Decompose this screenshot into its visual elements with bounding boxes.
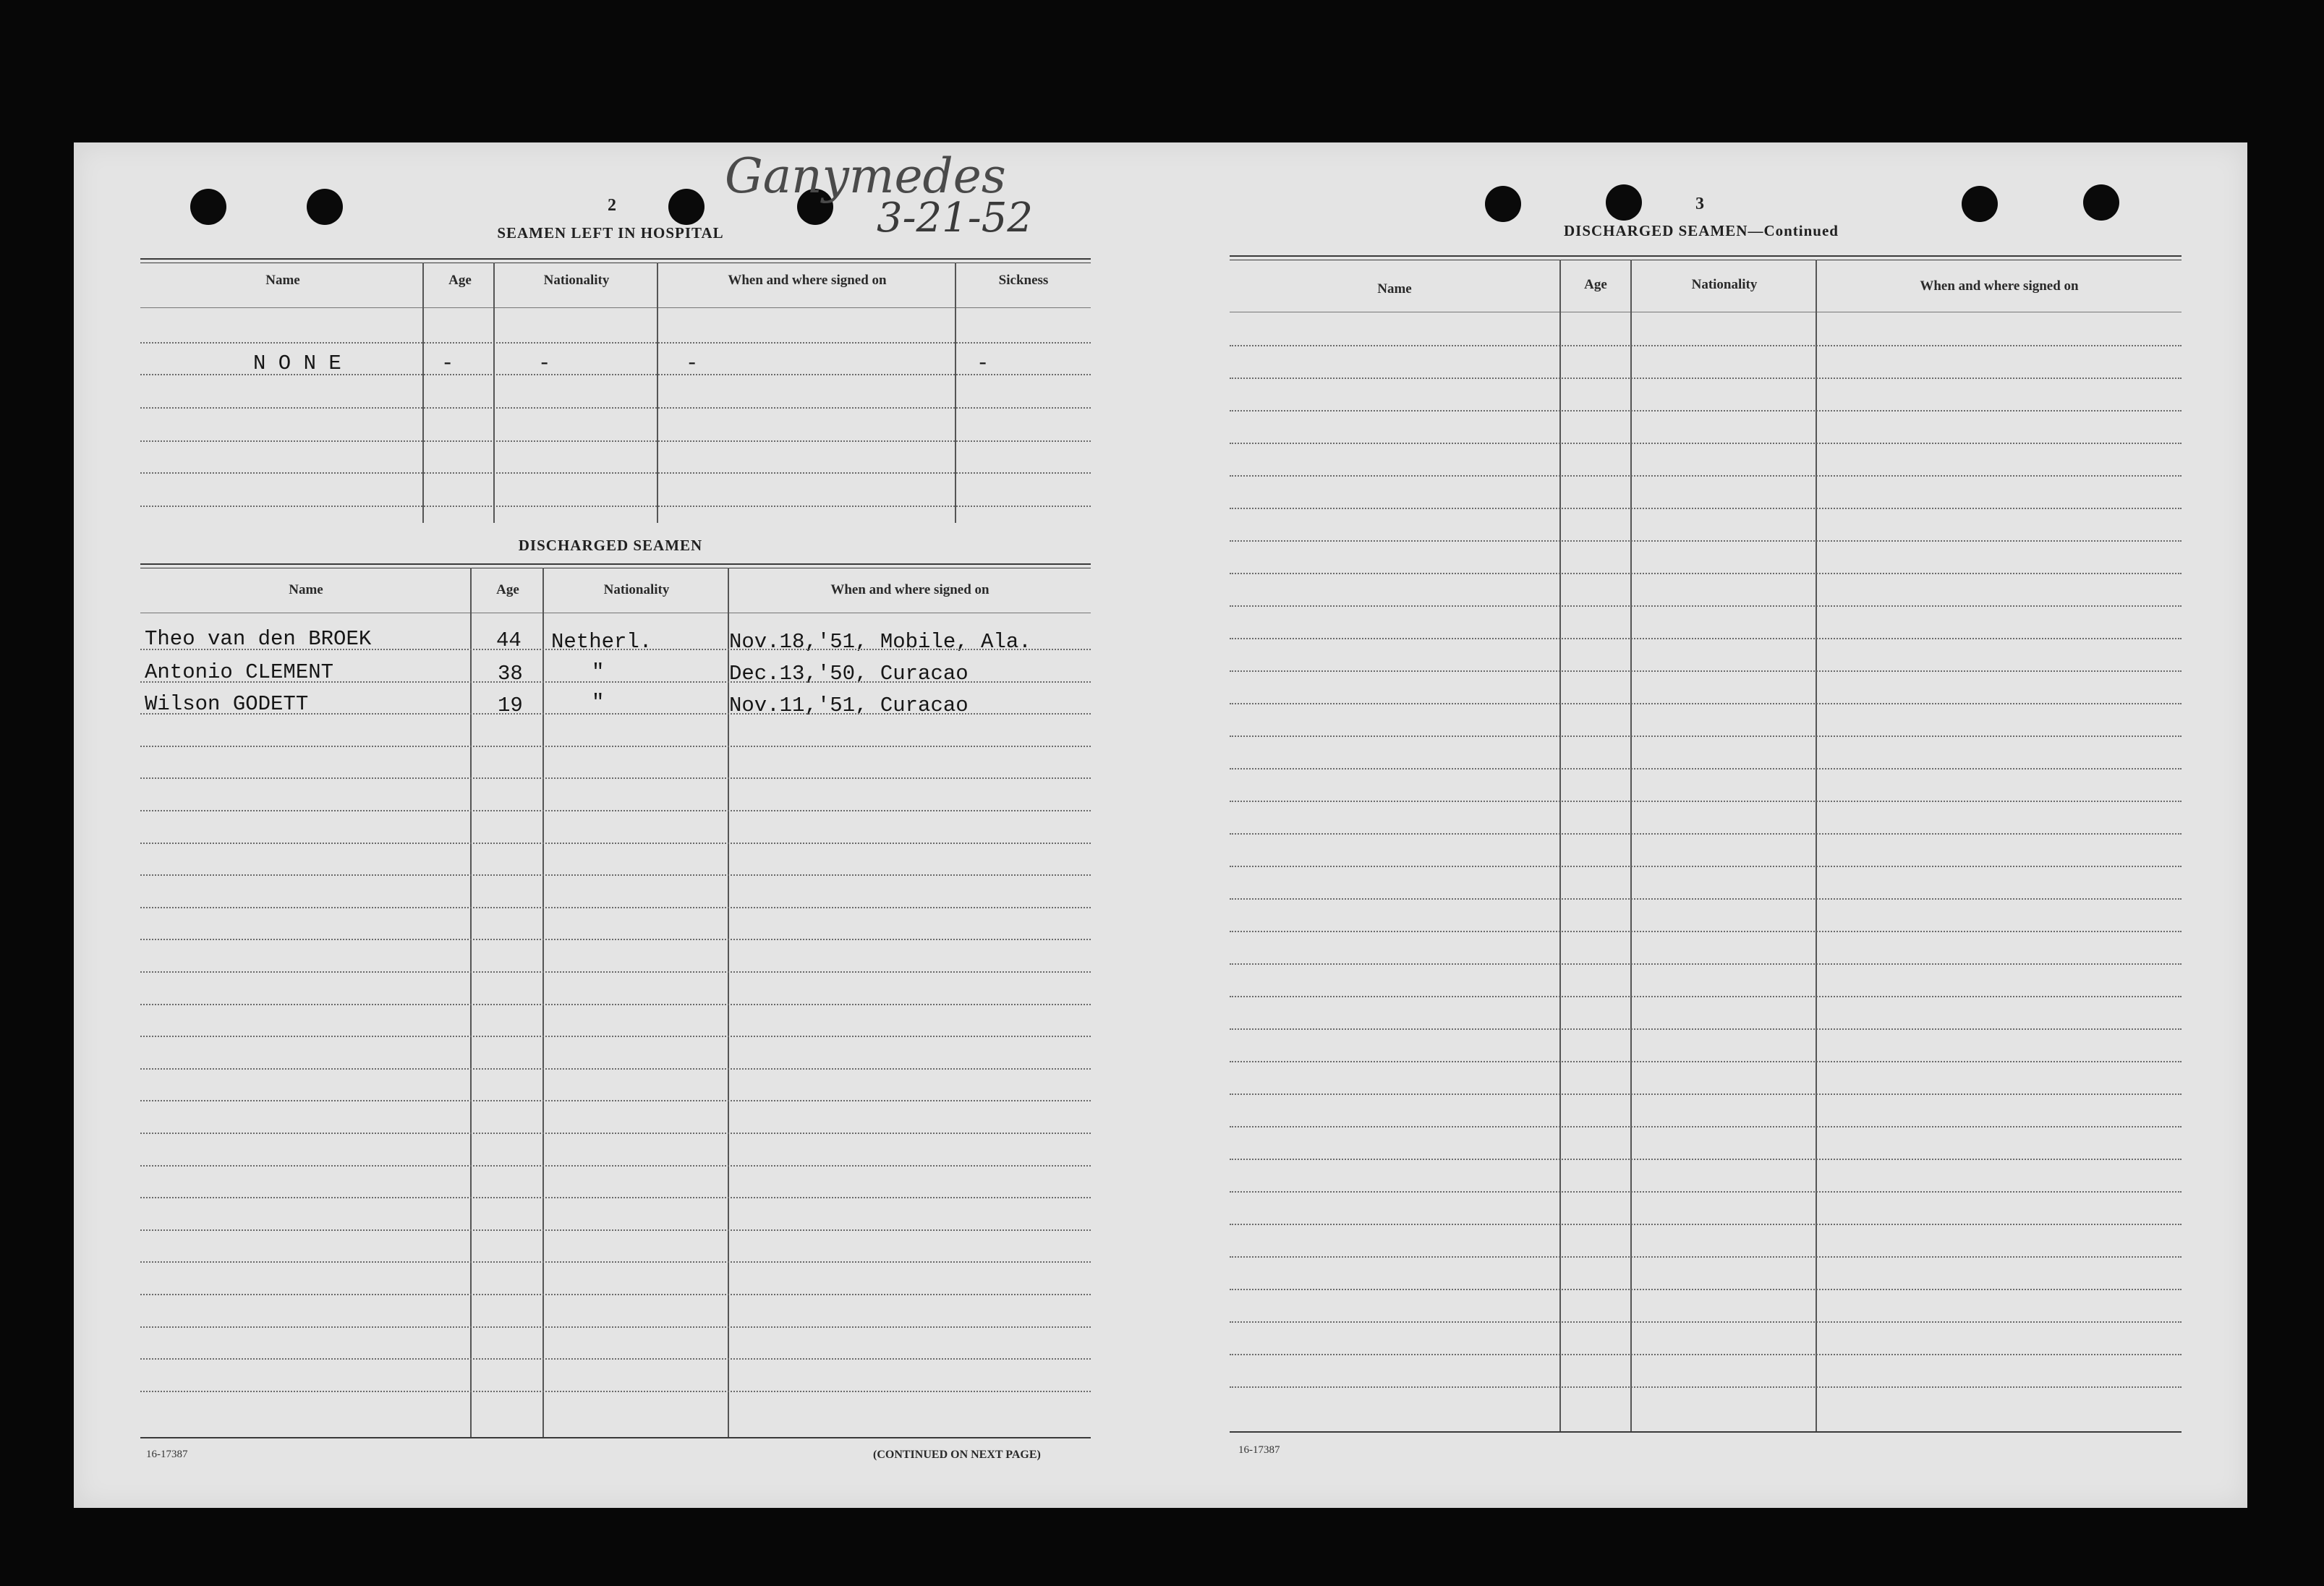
ruled-line (1230, 443, 2182, 444)
ruled-line (1230, 1321, 2182, 1323)
ruled-line (1230, 540, 2182, 542)
hospital-col-sickness: Sickness (998, 273, 1049, 288)
ruled-line (1230, 345, 2182, 346)
ruled-line (1230, 866, 2182, 867)
hospital-entry-age: - (441, 351, 454, 375)
hospital-col-nationality: Nationality (543, 273, 610, 288)
punch-hole (1606, 184, 1642, 221)
ruled-line (140, 713, 1091, 715)
ruled-line (140, 1391, 1091, 1392)
table-bottom-line (1230, 1431, 2182, 1433)
seaman-name: Theo van den BROEK (145, 627, 372, 651)
discharged-section-title: DISCHARGED SEAMEN (518, 537, 703, 554)
ruled-line (1230, 410, 2182, 412)
hospital-col-name: Name (265, 273, 300, 288)
ruled-line (140, 843, 1091, 844)
punch-hole (1485, 186, 1521, 222)
punch-hole (1962, 186, 1998, 222)
ruled-line (1230, 1159, 2182, 1160)
ruled-line (1230, 1354, 2182, 1355)
ruled-line (140, 1165, 1091, 1167)
ruled-line (1230, 1126, 2182, 1127)
ruled-line (1230, 768, 2182, 769)
discharged-col-signed-on: When and where signed on (830, 582, 989, 597)
ruled-line (140, 777, 1091, 779)
ruled-line (1230, 1191, 2182, 1193)
ruled-line (1230, 1289, 2182, 1290)
discharged-col-name: Name (289, 582, 323, 597)
handwritten-date: 3-21-52 (877, 195, 1033, 242)
ruled-line (1230, 1386, 2182, 1388)
ruled-line (1230, 996, 2182, 997)
table-bottom-line (140, 1437, 1091, 1438)
continued-col-name: Name (1377, 281, 1412, 297)
hospital-entry-nationality: - (538, 351, 551, 375)
ruled-line (140, 746, 1091, 747)
ruled-line (1230, 638, 2182, 639)
ruled-line (1230, 475, 2182, 477)
ruled-line (1230, 963, 2182, 965)
continued-note: (CONTINUED ON NEXT PAGE) (873, 1449, 1041, 1461)
ruled-line (1230, 931, 2182, 932)
seaman-nationality: " (592, 691, 605, 715)
ruled-line (1230, 378, 2182, 379)
ruled-line (140, 1229, 1091, 1231)
continued-col-signed-on: When and where signed on (1920, 278, 2079, 294)
ruled-line (1230, 1028, 2182, 1030)
ruled-line (140, 874, 1091, 876)
page-number-left: 2 (608, 196, 616, 215)
hospital-entry-signed-on: - (686, 351, 699, 375)
ruled-line (1230, 1256, 2182, 1258)
seaman-name: Wilson GODETT (145, 692, 309, 716)
ruled-line (140, 1197, 1091, 1198)
ruled-line (1230, 736, 2182, 737)
ruled-line (1230, 703, 2182, 704)
form-number-right: 16-17387 (1238, 1444, 1280, 1456)
ruled-line (140, 1326, 1091, 1328)
seaman-signed-on: Nov.11,'51, Curacao (729, 694, 969, 717)
ruled-line (1230, 801, 2182, 802)
hospital-entry-name: N O N E (253, 351, 341, 375)
continued-col-nationality: Nationality (1691, 277, 1758, 292)
ruled-line (140, 971, 1091, 973)
punch-hole (190, 189, 226, 225)
ruled-line (1230, 670, 2182, 672)
punch-hole (307, 189, 343, 225)
hospital-section-title: SEAMEN LEFT IN HOSPITAL (497, 224, 724, 242)
ruled-line (140, 1133, 1091, 1134)
ruled-line (140, 1004, 1091, 1005)
ruled-line (140, 1100, 1091, 1101)
discharged-col-age: Age (496, 582, 519, 597)
continued-col-age: Age (1584, 277, 1607, 292)
ruled-line (1230, 1061, 2182, 1062)
hospital-col-age: Age (448, 273, 472, 288)
punch-hole (668, 189, 705, 225)
ruled-line (140, 1036, 1091, 1037)
ruled-line (140, 1068, 1091, 1070)
ruled-line (140, 681, 1091, 683)
ruled-line (140, 1294, 1091, 1295)
ruled-line (1230, 1224, 2182, 1225)
ruled-line (140, 939, 1091, 940)
ruled-line (140, 1358, 1091, 1360)
ruled-line (1230, 605, 2182, 607)
page-number-right: 3 (1695, 195, 1704, 213)
ruled-line (140, 907, 1091, 908)
discharged-col-nationality: Nationality (603, 582, 670, 597)
ruled-line (1230, 573, 2182, 574)
ruled-line (140, 1261, 1091, 1263)
ruled-line (140, 810, 1091, 811)
seaman-age: 38 (498, 662, 523, 686)
discharged-continued-title: DISCHARGED SEAMEN—Continued (1564, 222, 1839, 239)
seaman-nationality: " (592, 660, 605, 684)
seaman-signed-on: Dec.13,'50, Curacao (729, 662, 969, 686)
seaman-nationality: Netherl. (551, 630, 652, 654)
ruled-line (1230, 833, 2182, 835)
seaman-signed-on: Nov.18,'51, Mobile, Ala. (729, 630, 1031, 654)
handwritten-ship-name: Ganymedes (725, 148, 1006, 204)
form-number-left: 16-17387 (146, 1449, 188, 1460)
ruled-line (1230, 898, 2182, 900)
ruled-line (1230, 508, 2182, 509)
document-sheet (74, 142, 2247, 1508)
ruled-line (140, 649, 1091, 650)
hospital-col-signed-on: When and where signed on (728, 273, 887, 288)
ruled-line (1230, 1093, 2182, 1095)
seaman-name: Antonio CLEMENT (145, 660, 334, 684)
seaman-age: 44 (496, 628, 522, 652)
hospital-entry-sickness: - (976, 351, 989, 375)
seaman-age: 19 (498, 694, 523, 717)
punch-hole (2083, 184, 2119, 221)
